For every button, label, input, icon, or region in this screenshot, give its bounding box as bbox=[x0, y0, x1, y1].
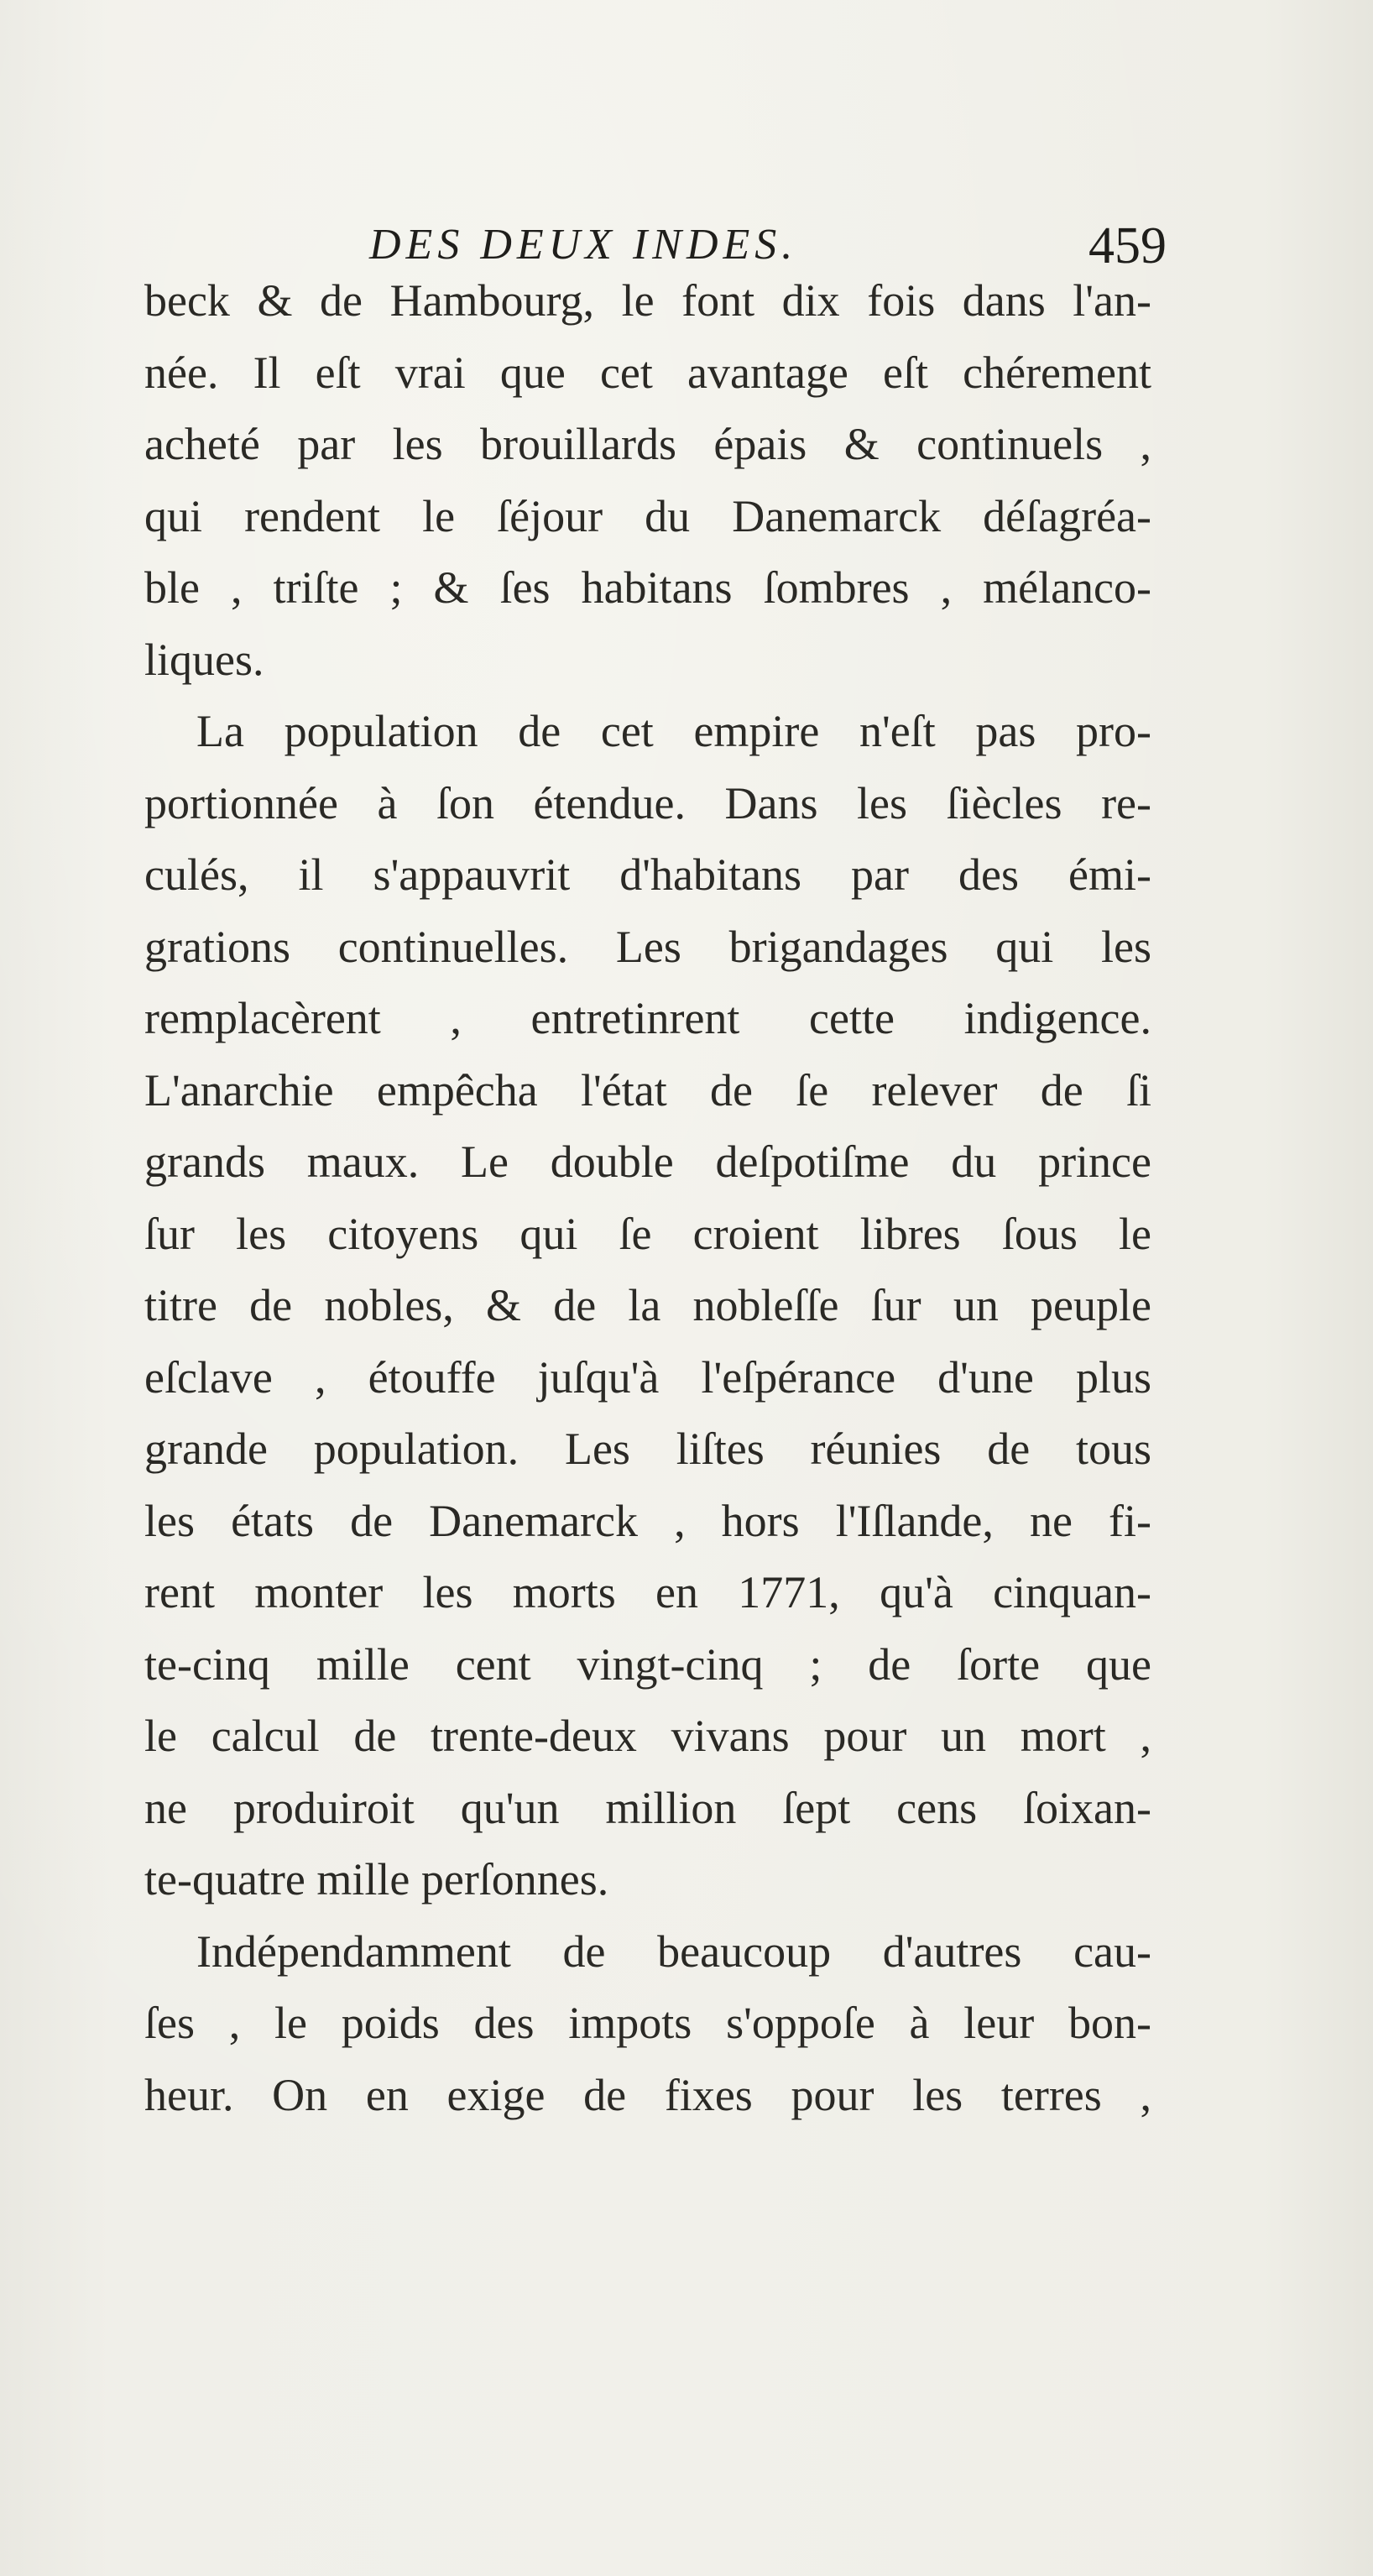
text-line: L'anarchie empêcha l'état de ſe relever de ſi bbox=[144, 1064, 1151, 1116]
text-line: liques. bbox=[144, 634, 264, 685]
text-line: le calcul de trente-deux vivans pour un mort , bbox=[144, 1711, 1151, 1761]
text-line: ſes , le poids des impots s'oppoſe à leur bon- bbox=[144, 1998, 1151, 2048]
text-line: eſclave , étouffe juſqu'à l'eſpérance d'une plus bbox=[144, 1351, 1151, 1403]
text-line: ne produiroit qu'un million ſept cens ſoixan- bbox=[144, 1782, 1151, 1833]
text-line: née. Il eſt vrai que cet avantage eſt chérement bbox=[144, 347, 1151, 398]
text-line: grations continuelles. Les brigandages qui les bbox=[144, 921, 1151, 972]
text-line: te-cinq mille cent vingt-cinq ; de ſorte que bbox=[144, 1638, 1151, 1690]
text-line: La population de cet empire n'eſt pas pro- bbox=[196, 706, 1151, 756]
text-line: grande population. Les liſtes réunies de tous bbox=[144, 1424, 1151, 1474]
text-line: ſur les citoyens qui ſe croient libres ſous le bbox=[144, 1208, 1151, 1259]
text-line: heur. On en exige de fixes pour les terres , bbox=[144, 2069, 1151, 2120]
text-line: titre de nobles, & de la nobleſſe ſur un peuple bbox=[144, 1280, 1151, 1330]
text-line: acheté par les brouillards épais & continuels , bbox=[144, 419, 1151, 469]
running-head: DES DEUX INDES. bbox=[369, 221, 798, 269]
text-line: grands maux. Le double deſpotiſme du prince bbox=[144, 1136, 1151, 1187]
text-line: remplacèrent , entretinrent cette indigence. bbox=[144, 993, 1151, 1043]
text-line: qui rendent le ſéjour du Danemarck déſagréa- bbox=[144, 490, 1151, 541]
text-line: Indépendamment de beaucoup d'autres cau- bbox=[196, 1925, 1151, 1977]
text-line: beck & de Hambourg, le font dix fois dans l'an- bbox=[144, 275, 1151, 326]
body-text bbox=[144, 265, 1151, 2131]
text-line: portionnée à ſon étendue. Dans les ſiècles re- bbox=[144, 777, 1151, 828]
page-number: 459 bbox=[1088, 217, 1167, 274]
text-line: te-quatre mille perſonnes. bbox=[144, 1854, 609, 1905]
text-line: les états de Danemarck , hors l'Iſlande, ne fi- bbox=[144, 1495, 1151, 1546]
text-line: rent monter les morts en 1771, qu'à cinquan- bbox=[144, 1567, 1151, 1617]
text-line: culés, il s'appauvrit d'habitans par des émi- bbox=[144, 849, 1151, 900]
text-line: ble , triſte ; & ſes habitans ſombres , mélanco- bbox=[144, 562, 1151, 613]
